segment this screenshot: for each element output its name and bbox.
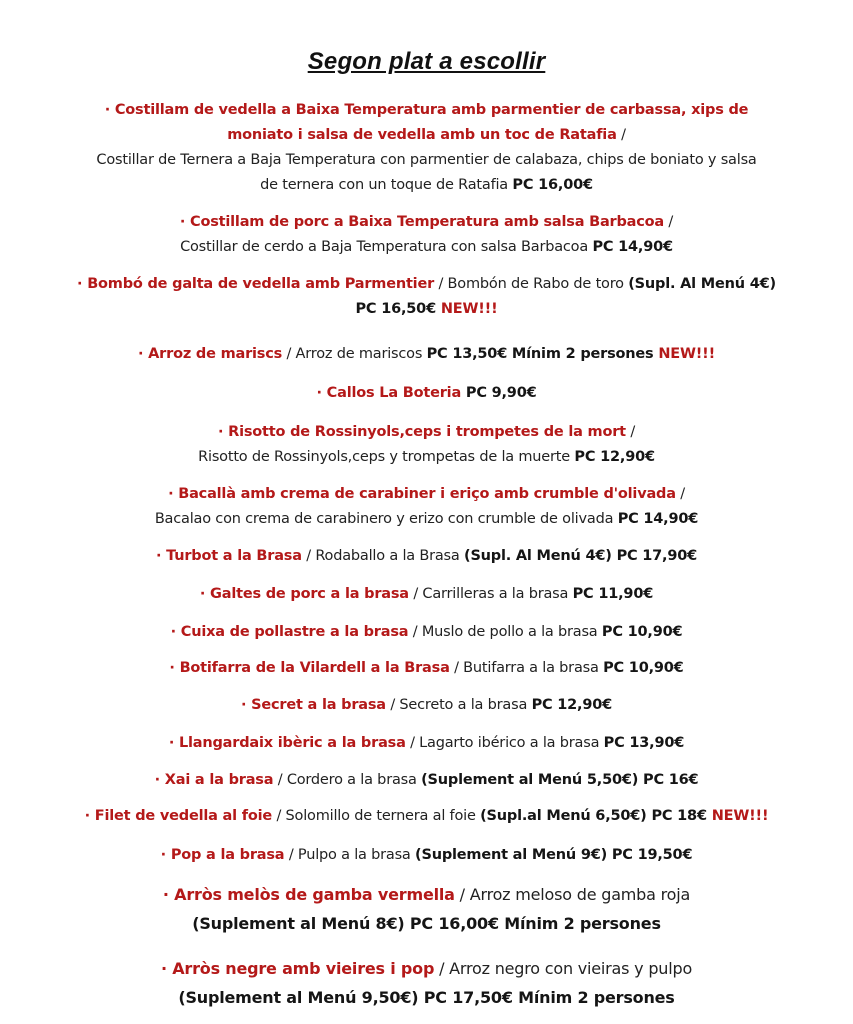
- price-info: (Suplement al Menú 5,50€) PC 16€: [421, 772, 699, 788]
- dish-name-spanish: / Lagarto ibérico a la brasa: [405, 735, 604, 751]
- dish-name-spanish: Costillar de Ternera a Baja Temperatura con parmentier de calabaza, chips de boniato y salsa: [96, 152, 757, 168]
- dish-name-catalan: NEW!!!: [711, 808, 769, 824]
- dish-name-spanish: / Butifarra a la brasa: [449, 660, 604, 676]
- menu-item-line: [60, 381, 793, 406]
- menu-item: [60, 768, 793, 793]
- menu-item-line: [60, 909, 793, 938]
- dish-name-spanish: Costillar de cerdo a Baja Temperatura con salsa Barbacoa: [180, 239, 593, 255]
- price-info: (Suplement al Menú 8€) PC 16,00€ Mínim 2 persones: [192, 914, 661, 933]
- menu-item-line: [60, 582, 793, 607]
- dish-name-catalan: · Secret a la brasa: [240, 697, 386, 713]
- dish-name-spanish: / Rodaballo a la Brasa: [301, 548, 465, 564]
- price-info: PC 12,90€: [531, 697, 613, 713]
- dish-name-catalan: · Arroz de mariscs: [137, 346, 283, 362]
- price-info: PC 10,90€: [601, 624, 683, 640]
- price-info: PC 11,90€: [572, 586, 654, 602]
- dish-name-spanish: / Arroz meloso de gamba roja: [454, 885, 691, 904]
- price-info: (Supl. Al Menú 4€): [628, 276, 776, 292]
- price-info: PC 13,90€: [603, 735, 685, 751]
- dish-name-catalan: NEW!!!: [440, 301, 498, 317]
- price-info: (Supl. Al Menú 4€) PC 17,90€: [464, 548, 698, 564]
- menu-item-line: [60, 880, 793, 909]
- dish-name-catalan: · Llangardaix ibèric a la brasa: [168, 735, 406, 751]
- dish-name-spanish: /: [616, 127, 626, 143]
- dish-name-catalan: · Arròs melòs de gamba vermella: [162, 885, 455, 904]
- price-info: PC 13,50€ Mínim 2 persones: [426, 346, 659, 362]
- dish-name-spanish: / Pulpo a la brasa: [284, 847, 416, 863]
- menu-item: [60, 381, 793, 406]
- menu-item: [60, 272, 793, 322]
- menu-item-line: [60, 445, 793, 470]
- menu-item: [60, 342, 793, 367]
- menu-item-line: [60, 843, 793, 868]
- dish-name-spanish: Bacalao con crema de carabinero y erizo con crumble de olivada: [154, 511, 618, 527]
- menu-item-line: [60, 342, 793, 367]
- menu-item-line: [60, 693, 793, 718]
- menu-item-line: [60, 544, 793, 569]
- dish-name-spanish: / Cordero a la brasa: [273, 772, 422, 788]
- page-title: Segon plat a escollir: [307, 48, 546, 75]
- dish-name-catalan: · Filet de vedella al foie: [84, 808, 273, 824]
- dish-name-spanish: /: [675, 486, 685, 502]
- menu-item-line: [60, 420, 793, 445]
- menu-item: [60, 98, 793, 198]
- menu-item: [60, 954, 793, 1012]
- menu-item: [60, 656, 793, 681]
- menu-item: [60, 544, 793, 569]
- dish-name-catalan: · Turbot a la Brasa: [155, 548, 302, 564]
- menu-item-line: [60, 482, 793, 507]
- dish-name-catalan: · Xai a la brasa: [154, 772, 274, 788]
- menu-item-line: [60, 731, 793, 756]
- dish-name-spanish: / Secreto a la brasa: [385, 697, 532, 713]
- dish-name-catalan: · Pop a la brasa: [160, 847, 285, 863]
- menu-item-line: [60, 804, 793, 829]
- menu-item: [60, 843, 793, 868]
- price-info: PC 9,90€: [461, 385, 537, 401]
- menu-item: [60, 804, 793, 829]
- dish-name-catalan: moniato i salsa de vedella amb un toc de Ratafia: [227, 127, 617, 143]
- menu-item: [60, 731, 793, 756]
- dish-name-catalan: · Galtes de porc a la brasa: [199, 586, 409, 602]
- dish-name-catalan: · Bacallà amb crema de carabiner i eriço amb crumble d'olivada: [168, 486, 676, 502]
- dish-name-catalan: · Costillam de vedella a Baixa Temperatura amb parmentier de carbassa, xips de: [104, 102, 749, 118]
- dish-name-catalan: · Cuixa de pollastre a la brasa: [170, 624, 409, 640]
- price-info: PC 10,90€: [603, 660, 684, 676]
- price-info: PC 16,00€: [512, 177, 593, 193]
- price-info: (Supl.al Menú 6,50€) PC 18€: [480, 808, 712, 824]
- menu-item: [60, 693, 793, 718]
- dish-name-spanish: / Arroz negro con vieiras y pulpo: [434, 959, 693, 978]
- price-info: PC 16,50€: [355, 301, 441, 317]
- menu-item-line: [60, 768, 793, 793]
- menu-item-line: [60, 148, 793, 173]
- menu-item-line: [60, 954, 793, 983]
- dish-name-catalan: · Callos La Boteria: [316, 385, 462, 401]
- dish-name-spanish: de ternera con un toque de Ratafia: [260, 177, 513, 193]
- dish-name-spanish: / Bombón de Rabo de toro: [434, 276, 629, 292]
- price-info: PC 14,90€: [592, 239, 673, 255]
- dish-name-spanish: /: [664, 214, 674, 230]
- menu-item-line: [60, 297, 793, 322]
- price-info: (Suplement al Menú 9€) PC 19,50€: [415, 847, 693, 863]
- price-info: PC 14,90€: [617, 511, 699, 527]
- menu-item: [60, 210, 793, 260]
- dish-name-spanish: / Arroz de mariscos: [282, 346, 427, 362]
- menu-item: [60, 880, 793, 938]
- menu-item-line: [60, 620, 793, 645]
- dish-name-catalan: · Costillam de porc a Baixa Temperatura amb salsa Barbacoa: [179, 214, 665, 230]
- menu-item-line: [60, 272, 793, 297]
- dish-name-spanish: / Muslo de pollo a la brasa: [408, 624, 602, 640]
- dish-name-spanish: /: [625, 424, 636, 440]
- menu-item: [60, 482, 793, 532]
- price-info: PC 12,90€: [574, 449, 655, 465]
- menu-item-line: [60, 983, 793, 1012]
- dish-name-spanish: / Carrilleras a la brasa: [408, 586, 573, 602]
- menu-item-line: [60, 507, 793, 532]
- dish-name-catalan: · Bombó de galta de vedella amb Parmentier: [77, 276, 435, 292]
- menu-item: [60, 582, 793, 607]
- menu-item-line: [60, 123, 793, 148]
- dish-name-catalan: NEW!!!: [658, 346, 715, 362]
- menu-item: [60, 420, 793, 470]
- menu-item-line: [60, 656, 793, 681]
- dish-name-catalan: · Arròs negre amb vieires i pop: [160, 959, 435, 978]
- menu-item: [60, 620, 793, 645]
- menu-item-line: [60, 210, 793, 235]
- price-info: (Suplement al Menú 9,50€) PC 17,50€ Mínim 2 persones: [178, 988, 675, 1007]
- menu-item-line: [60, 98, 793, 123]
- dish-name-catalan: · Botifarra de la Vilardell a la Brasa: [169, 660, 450, 676]
- menu-item-line: [60, 235, 793, 260]
- dish-name-spanish: Risotto de Rossinyols,ceps y trompetas de la muerte: [198, 449, 575, 465]
- menu-item-line: [60, 173, 793, 198]
- dish-name-spanish: / Solomillo de ternera al foie: [272, 808, 481, 824]
- dish-name-catalan: · Risotto de Rossinyols,ceps i trompetes de la mort: [217, 424, 626, 440]
